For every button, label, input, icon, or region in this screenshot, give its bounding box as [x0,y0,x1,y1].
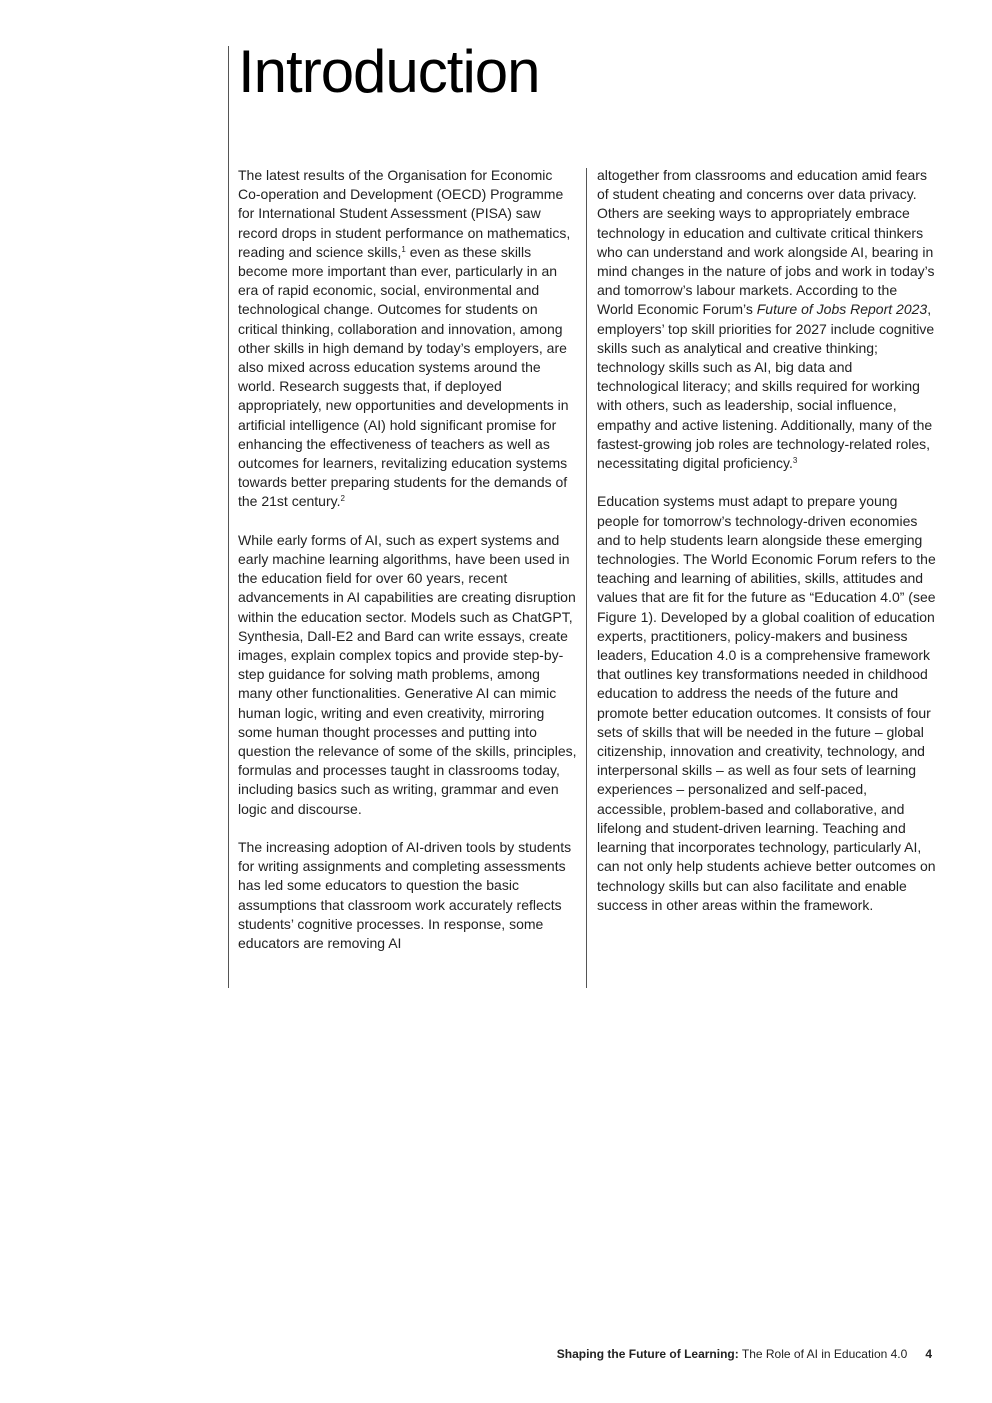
footnote-ref-1[interactable]: 1 [401,244,406,254]
footnote-ref-2[interactable]: 2 [340,494,345,504]
paragraph-1-text: The latest results of the Organisation for Economic Co-operation and Development (OECD) Programme for International Student Assessment (PISA) saw record drops in student performance on mathematics, reading and science skills, [238,167,571,260]
paragraph-1-text-cont: even as these skills become more important than ever, particularly in an era of rapid economic, social, environmental and technological change. Outcomes for students on critical thinking, collaboration and innovation, among other skills in high demand by today’s employers, are also mixed across education systems around the world. Research suggests that, if deployed appropriately, new opportunities and developments in artificial intelligence (AI) hold significant promise for enhancing the effectiveness of teachers as well as outcomes for learners, revitalizing education systems towards better preparing students for the demands of the 21st century. [238,243,569,510]
left-column [238,166,578,972]
footnote-ref-3[interactable]: 3 [792,456,798,466]
column-divider-rule [586,168,587,988]
footer-title-rest: The Role of AI in Education 4.0 [738,1347,908,1361]
paragraph-4 [597,166,937,473]
paragraph-1 [238,166,578,512]
paragraph-5: Education systems must adapt to prepare young people for tomorrow’s technology-driven economies and to help students learn alongside these emerging technologies. The World Economic Forum refers to the teaching and learning of abilities, skills, attitudes and values that are fit for the future as “Education 4.0” (see Figure 1). Developed by a global coalition of education experts, practitioners, policy-makers and business leaders, Education 4.0 is a comprehensive framework that outlines key transformations needed in childhood education to address the needs of the future and promote better education outcomes. It consists of four sets of skills that will be needed in the future – global citizenship, innovation and creativity, technology, and interpersonal skills – as well as four sets of learning experiences – personalized and self-paced, accessible, problem-based and collaborative, and lifelong and student-driven learning. Teaching and learning that incorporates technology, particularly AI, can not only help students achieve better outcomes on technology skills but can also facilitate and enable success in other areas within the framework. [597,493,936,913]
left-margin-rule [228,46,229,988]
footer-title-bold: Shaping the Future of Learning: [556,1347,739,1361]
report-title-italic: Future of Jobs Report 2023 [756,301,928,318]
page-number: 4 [925,1347,932,1361]
paragraph-4-text-cont: , employers’ top skill priorities for 2027 include cognitive skills such as analytical and creative thinking; technology skills such as AI, big data and technological literacy; and skills required for working with others, such as leadership, social influence, empathy and active listening. Additionally, many of the fastest-growing job roles are technology-related roles, necessitating digital proficiency. [597,301,935,472]
page-title: Introduction [238,38,540,105]
paragraph-4-text: altogether from classrooms and education amid fears of student cheating and concerns over data privacy. Others are seeking ways to appropriately embrace technology in education and cultivate critical thinkers who can understand and work alongside AI, bearing in mind changes in the nature of jobs and work in today’s and tomorrow’s labour markets. According to the World Economic Forum’s [597,167,935,318]
paragraph-2: While early forms of AI, such as expert systems and early machine learning algorithms, have been used in the education field for over 60 years, recent advancements in AI capabilities are creating disruption within the education sector. Models such as ChatGPT, Synthesia, Dall-E2 and Bard can write essays, create images, explain complex topics and provide step-by-step guidance for solving math problems, among many other functionalities. Generative AI can mimic human logic, writing and even creativity, mirroring some human thought processes and putting into question the relevance of some of the skills, principles, formulas and processes taught in classrooms today, including basics such as writing, grammar and even logic and discourse. [238,531,577,817]
page-footer [400,1347,932,1361]
paragraph-3: The increasing adoption of AI-driven tools by students for writing assignments and completing assessments has led some educators to question the basic assumptions that classroom work accurately reflects students’ cognitive processes. In response, some educators are removing AI [238,839,572,952]
right-column [597,166,937,934]
